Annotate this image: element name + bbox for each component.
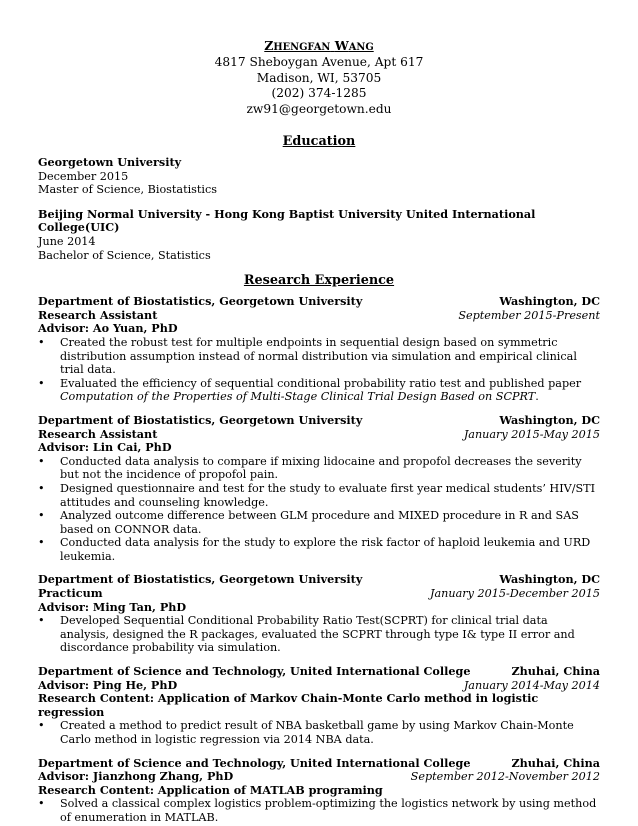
location: Washington, DC <box>499 412 600 427</box>
education-entry <box>38 156 600 197</box>
list-item: • Designed questionnaire and test for the study to evaluate first year medical students’ HIV/STI attitudes and counseling knowledge. <box>38 481 596 509</box>
bullet-list <box>38 719 600 746</box>
organization: Department of Biostatistics, Georgetown University <box>38 294 363 309</box>
degree: Master of Science, Biostatistics <box>38 183 217 197</box>
bullet-icon: • <box>38 614 45 628</box>
education-section <box>38 156 600 262</box>
research-section <box>38 295 600 824</box>
resume-header <box>38 38 600 117</box>
bullet-icon: • <box>38 509 45 523</box>
date-range: January 2015-December 2015 <box>430 587 600 601</box>
list-item: • Solved a classical complex logistics problem-optimizing the logistics network by using method of enumeration in MATLAB. <box>38 797 597 824</box>
phone-number: (202) 374-1285 <box>271 86 367 101</box>
school-name: Georgetown University <box>38 155 182 170</box>
bullet-icon: • <box>38 536 45 550</box>
organization: Department of Science and Technology, United International College <box>38 664 471 679</box>
advisor: Advisor: Lin Cai, PhD <box>38 440 172 455</box>
organization: Department of Biostatistics, Georgetown University <box>38 572 363 587</box>
date-range: January 2015-May 2015 <box>463 427 600 441</box>
address-line-1: 4817 Sheboygan Avenue, Apt 617 <box>214 55 424 70</box>
research-entry <box>38 414 600 564</box>
bullet-icon: • <box>38 719 45 733</box>
research-entry <box>38 757 600 825</box>
list-item: • Analyzed outcome difference between GLM procedure and MIXED procedure in R and SAS based on CONNOR data. <box>38 509 579 536</box>
research-entry <box>38 665 600 747</box>
advisor: Advisor: Jianzhong Zhang, PhD <box>38 769 234 784</box>
advisor: Advisor: Ao Yuan, PhD <box>38 321 178 336</box>
research-content: Research Content: Application of Markov Chain-Monte Carlo method in logistic regression <box>38 691 539 719</box>
bullet-list <box>38 614 600 655</box>
bullet-icon: • <box>38 454 45 468</box>
list-item: • Created the robust test for multiple endpoints in sequential design based on symmetric distribution assumption instead of normal distribution via simulation and empirical clinical trial data. <box>38 335 577 377</box>
list-item: • Created a method to predict result of NBA basketball game by using Markov Chain-Monte Carlo method in logistic regression via 2014 NBA data. <box>38 719 574 746</box>
bullet-list <box>38 455 600 564</box>
degree: Bachelor of Science, Statistics <box>38 248 211 262</box>
bullet-icon: • <box>38 335 45 349</box>
research-content: Research Content: Application of MATLAB programing <box>38 782 383 797</box>
candidate-name: ZHENGFAN WANG <box>264 38 374 53</box>
paper-title: Computation of the Properties of Multi-Stage Clinical Trial Design Based on SCPRT <box>60 390 536 404</box>
email-address: zw91@georgetown.edu <box>246 101 392 116</box>
research-entry <box>38 295 600 404</box>
role: Research Assistant <box>38 307 158 322</box>
role: Practicum <box>38 586 103 601</box>
location: Washington, DC <box>499 572 600 587</box>
role: Research Assistant <box>38 426 158 441</box>
organization: Department of Biostatistics, Georgetown University <box>38 412 363 427</box>
date-range: September 2012-November 2012 <box>410 770 600 784</box>
bullet-icon: • <box>38 376 45 390</box>
date-range: September 2015-Present <box>458 308 600 322</box>
list-item: • Conducted data analysis to compare if mixing lidocaine and propofol decreases the severity but not the incidence of propofol pain. <box>38 454 582 482</box>
list-item: • Conducted data analysis for the study to explore the risk factor of haploid leukemia and URD leukemia. <box>38 536 591 563</box>
bullet-list <box>38 336 600 404</box>
advisor: Advisor: Ming Tan, PhD <box>38 599 187 614</box>
graduation-date: December 2015 <box>38 169 129 183</box>
bullet-icon: • <box>38 797 45 811</box>
research-heading: Research Experience <box>243 273 395 289</box>
list-item: • Developed Sequential Conditional Probability Ratio Test(SCPRT) for clinical trial data analysis, designed the R packages, evaluated the SCPRT through type I& type II error and discordance probability via simulation. <box>38 614 575 655</box>
list-item: • Evaluated the efficiency of sequential conditional probability ratio test and published paper Computation of the Properties of Multi-Stage Clinical Trial Design Based on SCPRT. <box>38 376 582 404</box>
date-range: January 2014-May 2014 <box>463 678 600 692</box>
address-line-2: Madison, WI, 53705 <box>256 70 382 85</box>
graduation-date: June 2014 <box>38 235 96 248</box>
bullet-list <box>38 797 600 824</box>
location: Washington, DC <box>499 294 600 309</box>
school-name: Beijing Normal University - Hong Kong Baptist University United International College(UIC) <box>38 206 536 235</box>
location: Zhuhai, China <box>511 755 600 770</box>
location: Zhuhai, China <box>511 664 600 679</box>
education-heading: Education <box>282 134 356 150</box>
bullet-icon: • <box>38 481 45 495</box>
organization: Department of Science and Technology, United International College <box>38 755 471 770</box>
research-entry <box>38 573 600 655</box>
education-entry <box>38 208 600 262</box>
advisor: Advisor: Ping He, PhD <box>38 677 178 692</box>
